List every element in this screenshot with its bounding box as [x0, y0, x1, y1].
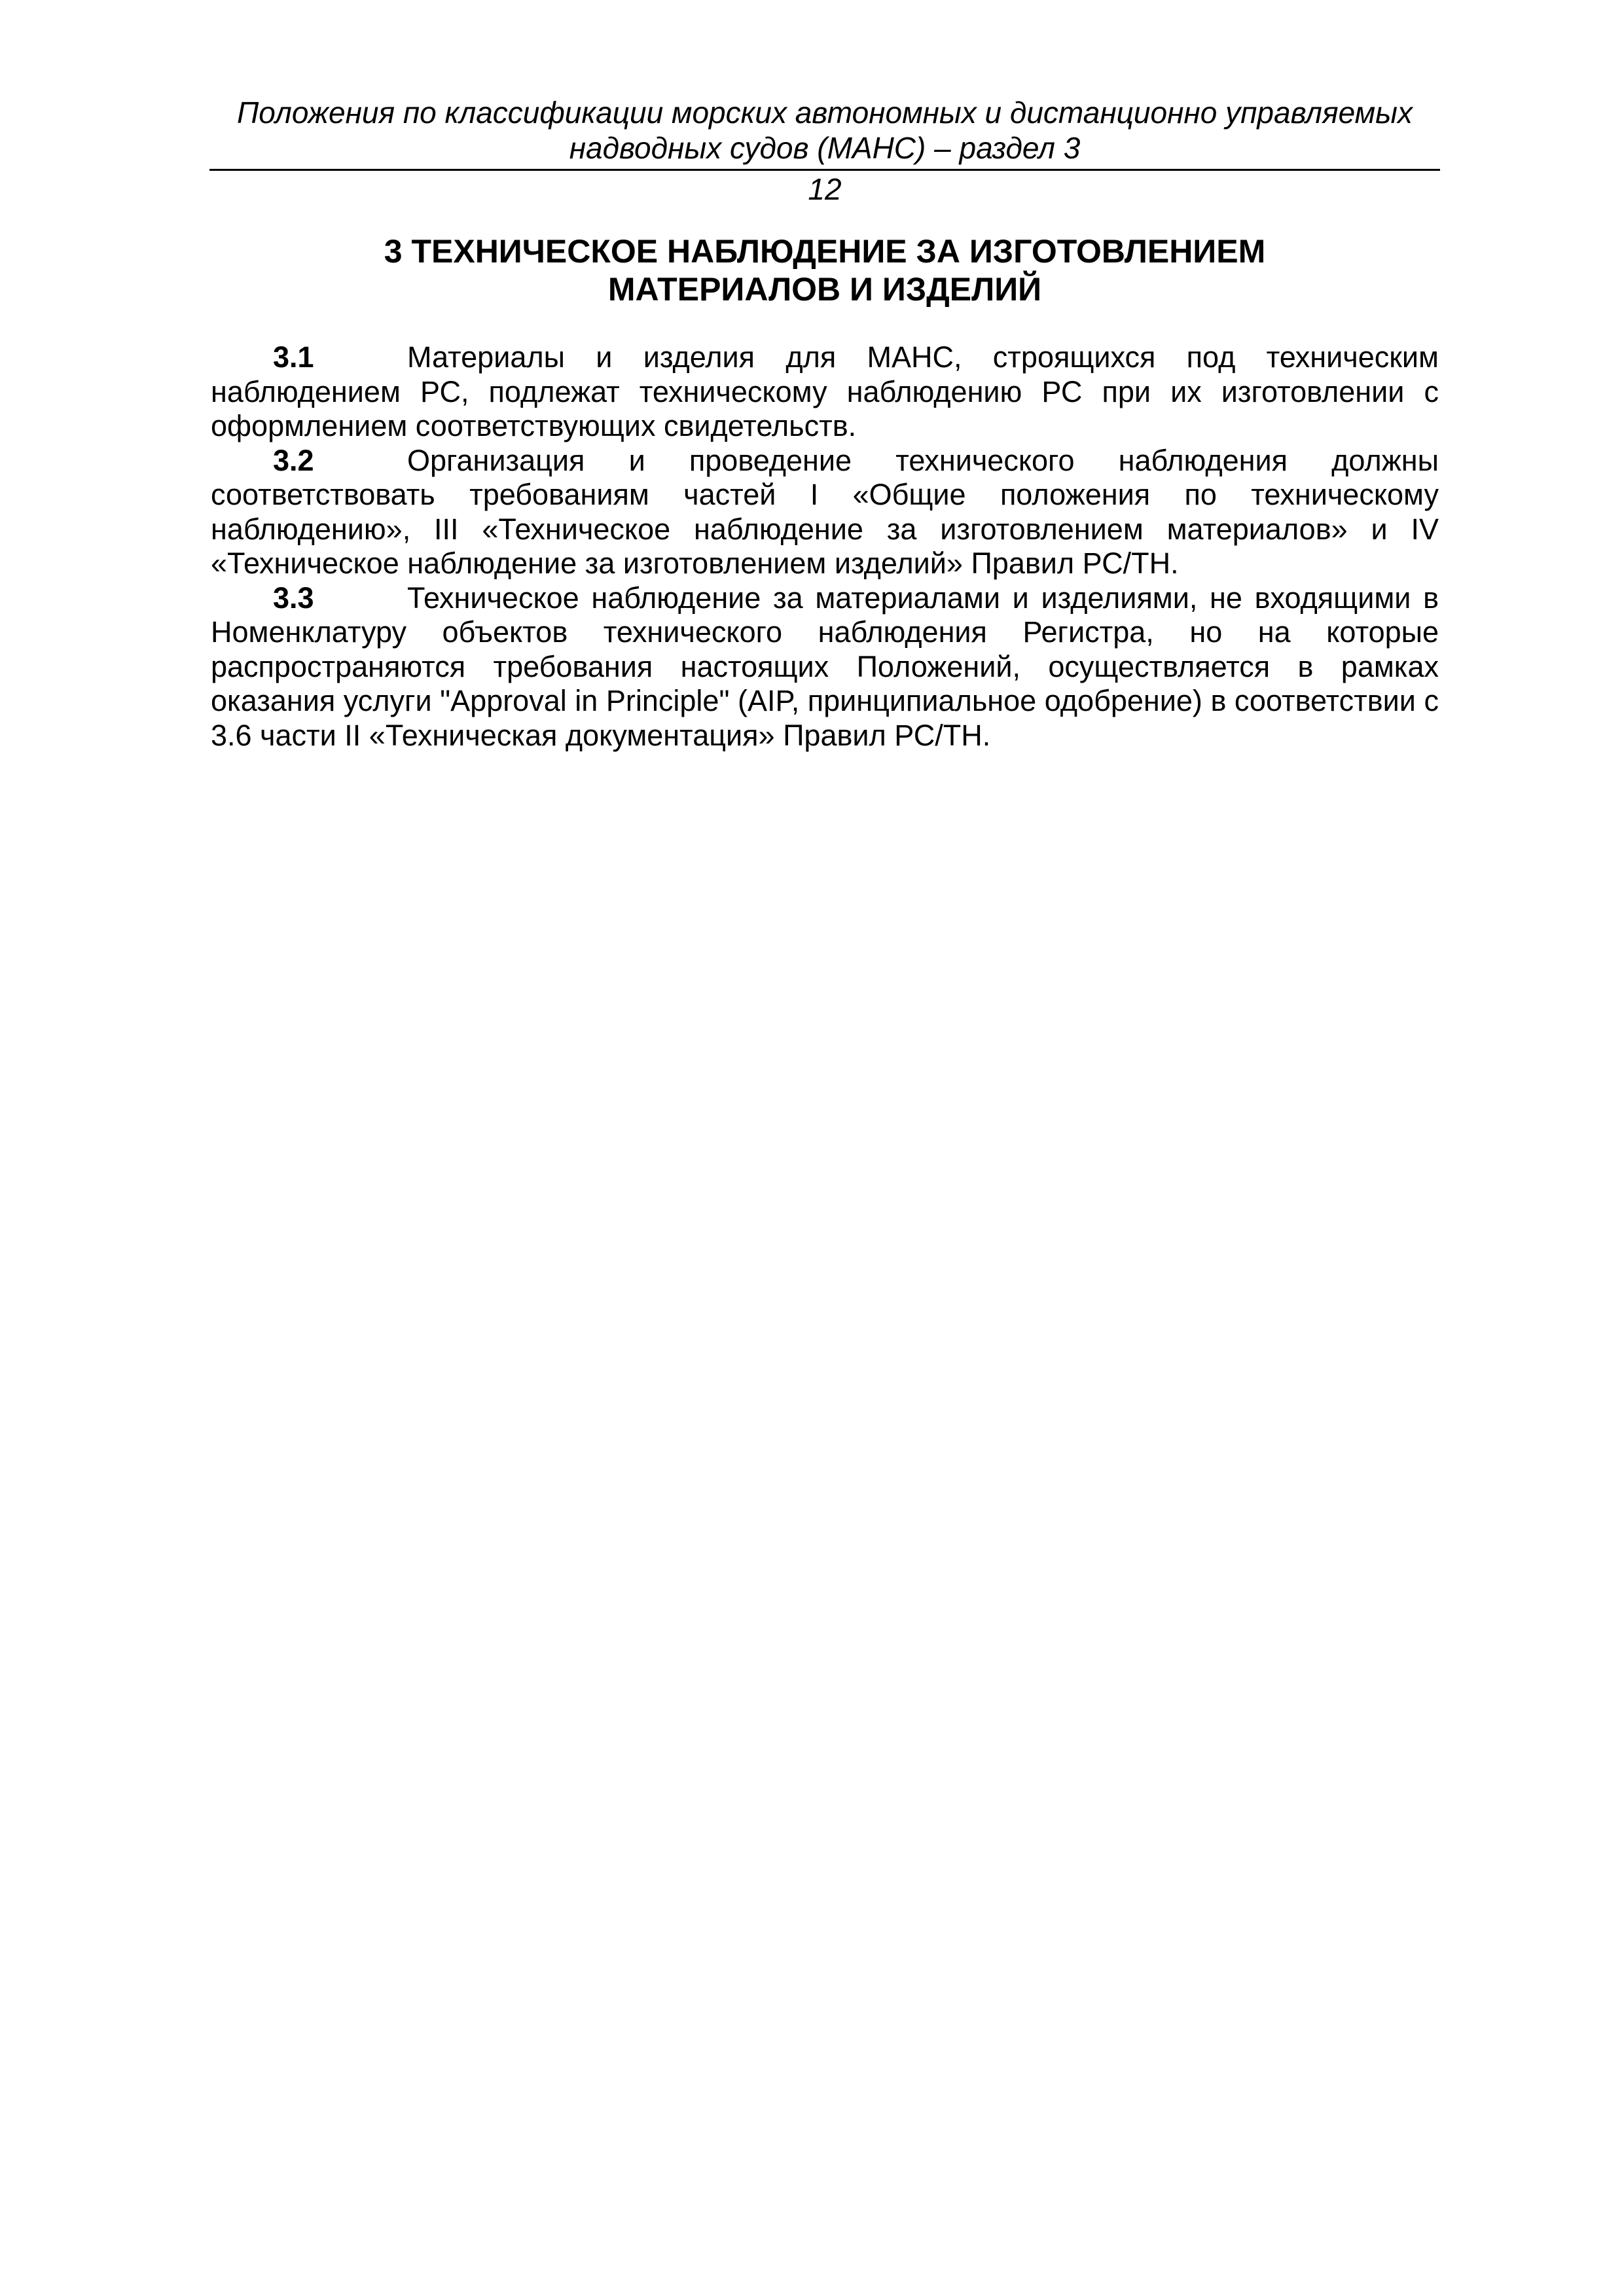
running-header-line-1: Положения по классификации морских автономных и дистанционно управляемых: [236, 96, 1413, 130]
section-body: [211, 340, 1439, 753]
running-header-line-2: надводных судов (МАНС) – раздел 3: [569, 131, 1081, 165]
paragraph-number: 3.3: [273, 581, 314, 615]
header-divider: [209, 169, 1440, 171]
paragraph-3-1: [211, 340, 1439, 444]
section-title-line-1: 3 ТЕХНИЧЕСКОЕ НАБЛЮДЕНИЕ ЗА ИЗГОТОВЛЕНИЕМ: [384, 233, 1266, 270]
section-title-line-2: МАТЕРИАЛОВ И ИЗДЕЛИЙ: [607, 271, 1042, 308]
running-header: [209, 95, 1440, 166]
section-title: [209, 232, 1440, 308]
paragraph-3-2: [211, 444, 1439, 581]
paragraph-text: Материалы и изделия для МАНС, строящихся под техническим наблюдением РС, подлежат техническому наблюдению РС при их изготовлении с оформлением соответствующих свидетельств.: [211, 340, 1439, 442]
paragraph-number: 3.2: [273, 443, 314, 477]
paragraph-3-3: [211, 581, 1439, 753]
paragraph-text: Организация и проведение технического наблюдения должны соответствовать требованиям частей I «Общие положения по техническому наблюдению», III «Техническое наблюдение за изготовлением материалов» и IV «Техническое наблюдение за изготовлением изделий» Правил РС/ТН.: [211, 443, 1439, 580]
paragraph-number: 3.1: [273, 340, 314, 374]
page-number: 12: [808, 172, 842, 206]
paragraph-text: Техническое наблюдение за материалами и изделиями, не входящими в Номенклатуру объектов технического наблюдения Регистра, но на которые распространяются требования настоящих Положений, осуществляется в рамках оказания услуги "Approval in Principle" (AIP, принципиальное одобрение) в соответствии с 3.6 части II «Техническая документация» Правил РС/ТН.: [211, 581, 1439, 752]
